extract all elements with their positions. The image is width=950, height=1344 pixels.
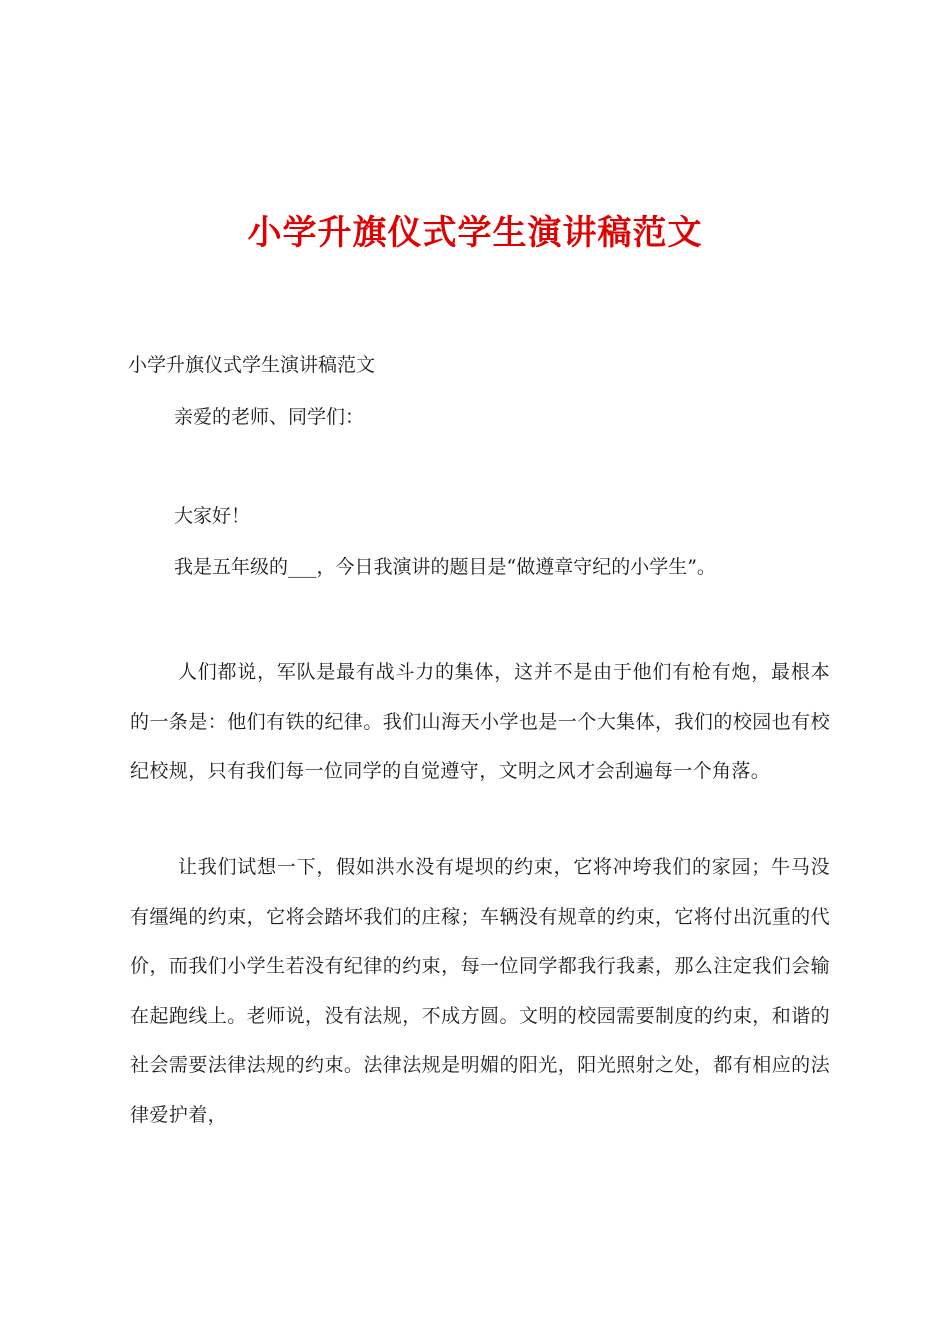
document-title: 小学升旗仪式学生演讲稿范文 [247, 213, 703, 253]
document-subtitle: 小学升旗仪式学生演讲稿范文 [128, 354, 376, 376]
greeting-line: 亲爱的老师、同学们： [174, 406, 365, 428]
hello-line: 大家好！ [174, 505, 251, 527]
intro-line: 我是五年级的___，今日我演讲的题目是“做遵章守纪的小学生”。 [174, 556, 716, 578]
body-paragraph-2: 让我们试想一下，假如洪水没有堤坝的约束，它将冲垮我们的家园；牛马没有缰绳的约束，它将会踏坏我们的庄稼；车辆没有规章的约束，它将付出沉重的代价，而我们小学生若没有纪律的约束，每一位同学都我行我素，那么注定我们会输在起跑线上。老师说，没有法规，不成方圆。文明的校园需要制度的约束，和谐的社会需要法律法规的约束。法律法规是明媚的阳光，阳光照射之处，都有相应的法律爱护着， [130, 856, 830, 1126]
body-paragraph-1: 人们都说，军队是最有战斗力的集体，这并不是由于他们有枪有炮，最根本的一条是：他们有铁的纪律。我们山海天小学也是一个大集体，我们的校园也有校纪校规，只有我们每一位同学的自觉遵守，文明之风才会刮遍每一个角落。 [130, 661, 830, 782]
